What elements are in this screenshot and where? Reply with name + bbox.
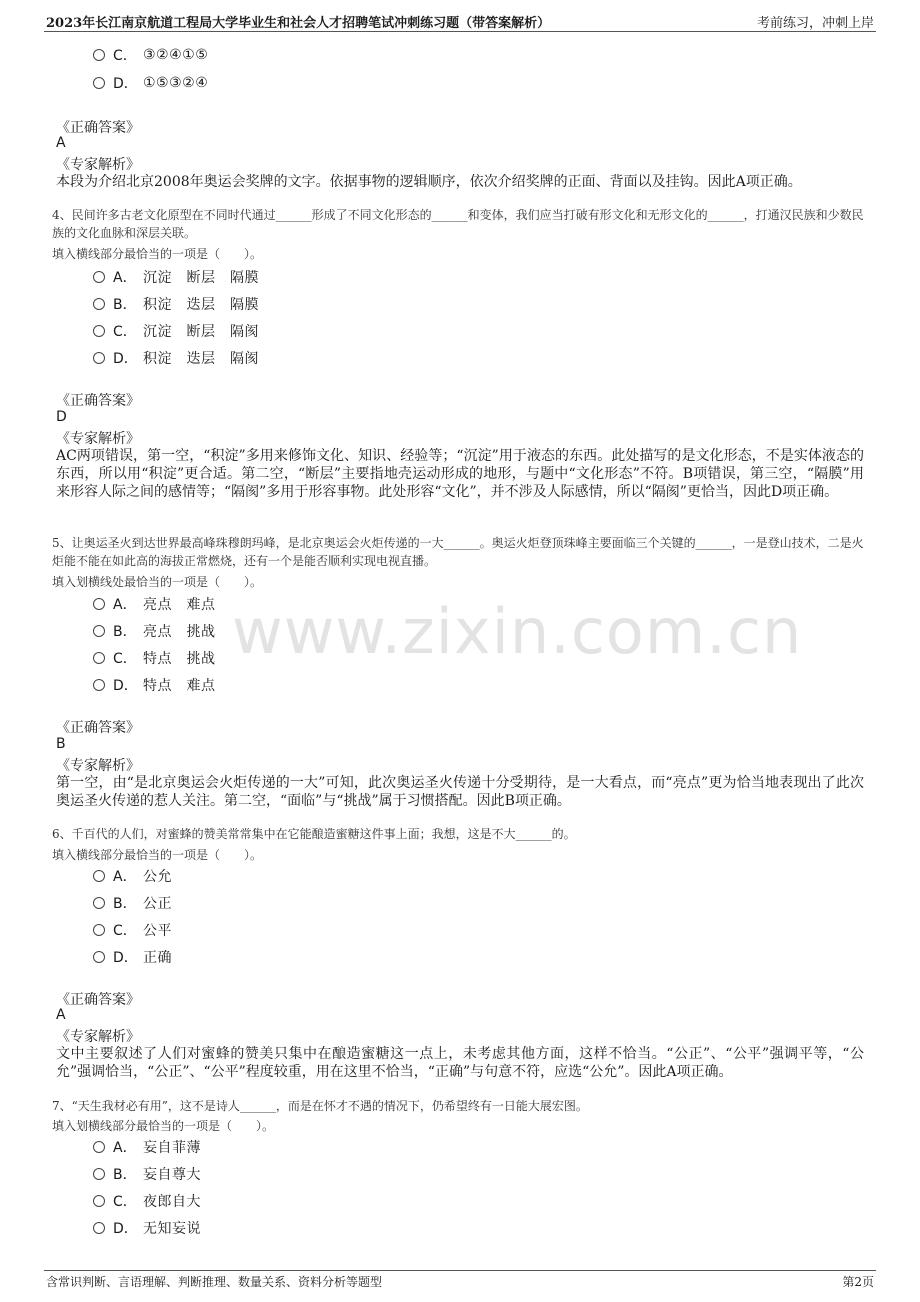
option-text: 沉淀 断层 隔膜 xyxy=(143,270,259,286)
option-letter: B． xyxy=(113,297,137,313)
q4-option-a[interactable] xyxy=(93,267,259,287)
q5-answer-label: 《正确答案》 xyxy=(56,720,140,736)
q5-analysis: 第一空，由“是北京奥运会火炬传递的一大”可知，此次奥运圣火传递十分受期待，是一大看点，而“亮点”更为恰当地表现出了此次奥运圣火传递的惹人关注。第二空，“面临”与“挑战”属于习惯搭配。因此B项正确。 xyxy=(56,775,864,809)
option-letter: B． xyxy=(113,896,137,912)
q7-option-a[interactable] xyxy=(93,1137,201,1157)
q4-answer: D xyxy=(56,409,67,425)
option-letter: C． xyxy=(113,923,137,939)
q3-option-d[interactable] xyxy=(93,73,208,93)
q6-analysis: 文中主要叙述了人们对蜜蜂的赞美只集中在酿造蜜糖这一点上，未考虑其他方面，这样不恰当。“公正”、“公平”强调平等，“公允”强调恰当，“公正”、“公平”程度较重，用在这里不恰当，“正确”与句意不符，应选“公允”。因此A项正确。 xyxy=(56,1046,864,1080)
q4-prompt: 填入横线部分最恰当的一项是（ ）。 xyxy=(52,247,263,261)
option-text: 无知妄说 xyxy=(143,1221,201,1237)
radio-icon[interactable] xyxy=(93,897,105,909)
q7-option-c[interactable] xyxy=(93,1191,201,1211)
footer-divider xyxy=(44,1270,876,1271)
page-number: 第2页 xyxy=(842,1275,874,1289)
watermark: www.zixin.com.cn xyxy=(232,595,803,668)
option-text: 妄自菲薄 xyxy=(143,1140,201,1156)
radio-icon[interactable] xyxy=(93,352,105,364)
option-text: 正确 xyxy=(143,950,172,966)
q5-option-d[interactable] xyxy=(93,675,216,695)
radio-icon[interactable] xyxy=(93,870,105,882)
option-text: 特点 挑战 xyxy=(143,651,216,667)
footer-description: 含常识判断、言语理解、判断推理、数量关系、资料分析等题型 xyxy=(46,1275,383,1289)
option-letter: D． xyxy=(113,678,138,694)
radio-icon[interactable] xyxy=(93,1195,105,1207)
header-tagline: 考前练习，冲刺上岸 xyxy=(756,16,874,31)
q6-answer-label: 《正确答案》 xyxy=(56,992,140,1008)
q5-option-c[interactable] xyxy=(93,648,216,668)
q6-option-a[interactable] xyxy=(93,866,172,886)
option-text: 沉淀 断层 隔阂 xyxy=(143,324,259,340)
q4-option-c[interactable] xyxy=(93,321,259,341)
option-letter: B． xyxy=(113,1167,137,1183)
option-text: 积淀 迭层 隔阂 xyxy=(143,351,259,367)
q7-stem: 7、“天生我材必有用”，这不是诗人______，而是在怀才不遇的情况下，仍希望终有一日能大展宏图。 xyxy=(52,1099,588,1113)
q5-prompt: 填入划横线处最恰当的一项是（ ）。 xyxy=(52,575,263,589)
q7-prompt: 填入划横线部分最恰当的一项是（ ）。 xyxy=(52,1119,275,1133)
option-letter: D． xyxy=(113,950,138,966)
option-text: 亮点 难点 xyxy=(143,597,216,613)
option-text: ①⑤③②④ xyxy=(143,75,209,91)
q3-analysis-label: 《专家解析》 xyxy=(56,157,140,173)
radio-icon[interactable] xyxy=(93,1168,105,1180)
q3-option-c[interactable] xyxy=(93,45,208,65)
radio-icon[interactable] xyxy=(93,325,105,337)
q4-analysis: AC两项错误，第一空，“积淀”多用来修饰文化、知识、经验等；“沉淀”用于液态的东西。此处描写的是文化形态，不是实体液态的东西，所以用“积淀”更合适。第二空，“断层”主要指地壳运动形成的地形，与题中“文化形态”不符。B项错误，第三空，“隔膜”用来形容人际之间的感情等；“隔阂”多用于形容事物。此处形容“文化”，并不涉及人际感情，所以“隔阂”更恰当，因此D项正确。 xyxy=(56,448,864,500)
option-letter: C． xyxy=(113,651,137,667)
option-letter: D． xyxy=(113,351,138,367)
option-letter: C． xyxy=(113,324,137,340)
option-letter: C． xyxy=(113,48,137,64)
radio-icon[interactable] xyxy=(93,652,105,664)
option-letter: A． xyxy=(113,869,137,885)
option-text: 公正 xyxy=(143,896,172,912)
q6-prompt: 填入横线部分最恰当的一项是（ ）。 xyxy=(52,848,263,862)
option-text: 亮点 挑战 xyxy=(143,624,216,640)
option-letter: B． xyxy=(113,624,137,640)
document-title: 2023年长江南京航道工程局大学毕业生和社会人才招聘笔试冲刺练习题（带答案解析） xyxy=(46,16,551,31)
option-text: 公允 xyxy=(143,869,172,885)
q6-stem: 6、千百代的人们，对蜜蜂的赞美常常集中在它能酿造蜜糖这件事上面；我想，这是不大______的。 xyxy=(52,827,576,841)
q6-analysis-label: 《专家解析》 xyxy=(56,1029,140,1045)
q4-option-b[interactable] xyxy=(93,294,259,314)
option-letter: D． xyxy=(113,76,138,92)
radio-icon[interactable] xyxy=(93,1222,105,1234)
header-divider xyxy=(44,31,876,32)
q6-option-c[interactable] xyxy=(93,920,172,940)
option-letter: C． xyxy=(113,1194,137,1210)
q7-option-b[interactable] xyxy=(93,1164,201,1184)
radio-icon[interactable] xyxy=(93,951,105,963)
q6-answer: A xyxy=(56,1007,66,1023)
q4-analysis-label: 《专家解析》 xyxy=(56,431,140,447)
q5-answer: B xyxy=(56,736,66,752)
q3-answer: A xyxy=(56,135,66,151)
q5-option-a[interactable] xyxy=(93,594,216,614)
option-letter: A． xyxy=(113,270,137,286)
option-text: 公平 xyxy=(143,923,172,939)
option-letter: A． xyxy=(113,597,137,613)
radio-icon[interactable] xyxy=(93,49,105,61)
option-text: 积淀 迭层 隔膜 xyxy=(143,297,259,313)
radio-icon[interactable] xyxy=(93,679,105,691)
q3-analysis: 本段为介绍北京2008年奥运会奖牌的文字。依据事物的逻辑顺序，依次介绍奖牌的正面、背面以及挂钩。因此A项正确。 xyxy=(56,174,802,190)
radio-icon[interactable] xyxy=(93,924,105,936)
option-letter: A． xyxy=(113,1140,137,1156)
q4-answer-label: 《正确答案》 xyxy=(56,393,140,409)
radio-icon[interactable] xyxy=(93,77,105,89)
radio-icon[interactable] xyxy=(93,1141,105,1153)
q5-stem: 5、让奥运圣火到达世界最高峰珠穆朗玛峰，是北京奥运会火炬传递的一大______。奥运火炬登顶珠峰主要面临三个关键的______，一是登山技术，二是火炬能不能在如此高的海拔正常燃烧，还有一个是能否顺利实现电视直播。 xyxy=(52,536,864,568)
q4-option-d[interactable] xyxy=(93,348,259,368)
radio-icon[interactable] xyxy=(93,598,105,610)
q6-option-d[interactable] xyxy=(93,947,172,967)
option-text: 妄自尊大 xyxy=(143,1167,201,1183)
option-text: 夜郎自大 xyxy=(143,1194,201,1210)
q3-answer-label: 《正确答案》 xyxy=(56,120,140,136)
q5-analysis-label: 《专家解析》 xyxy=(56,758,140,774)
q6-option-b[interactable] xyxy=(93,893,172,913)
option-letter: D． xyxy=(113,1221,138,1237)
radio-icon[interactable] xyxy=(93,298,105,310)
q4-stem: 4、民间许多古老文化原型在不同时代通过______形成了不同文化形态的______和变体，我们应当打破有形文化和无形文化的______，打通汉民族和少数民族的文化血脉和深层关联。 xyxy=(52,208,864,240)
option-text: ③②④①⑤ xyxy=(143,47,209,63)
radio-icon[interactable] xyxy=(93,271,105,283)
option-text: 特点 难点 xyxy=(143,678,216,694)
q7-option-d[interactable] xyxy=(93,1218,201,1238)
radio-icon[interactable] xyxy=(93,625,105,637)
q5-option-b[interactable] xyxy=(93,621,216,641)
